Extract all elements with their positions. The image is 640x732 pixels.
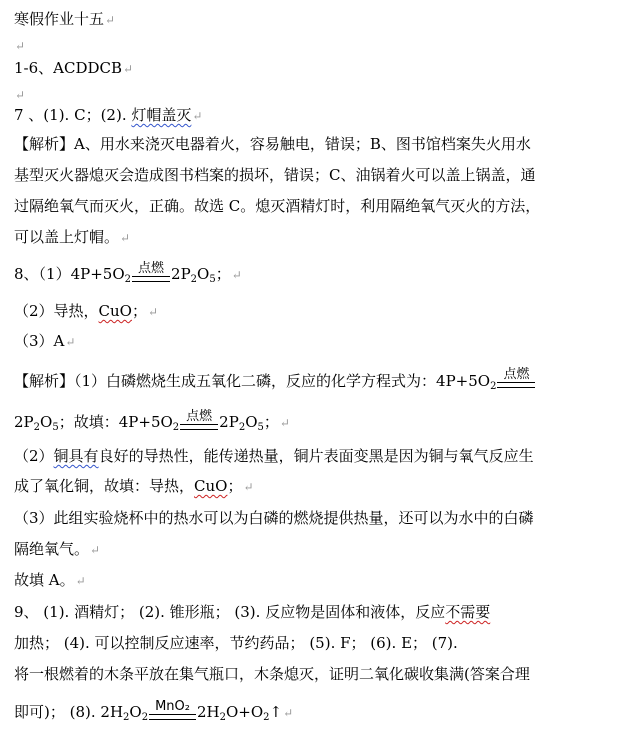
q9-line-1: 9、 (1). 酒精灯； (2). 锥形瓶； (3). 反应物是固体和液体，反应不需要 (14, 603, 491, 621)
q8-analysis-line-4: 成了氧化铜，故填：导热，CuO；↵ (14, 477, 254, 495)
q7-analysis-line-2: 基型灭火器熄灭会造成图书档案的损坏，错误；C、油锅着火可以盖上锅盖，通 (14, 166, 536, 184)
paragraph-mark: ↵ (105, 13, 116, 27)
q9-line-2: 加热； (4). 可以控制反应速率，节约药品； (5). F； (6). E； (7). (14, 634, 458, 652)
q8-analysis-line-2: $2P_2O_5$；故填：$4P+5O_2$ 点燃 $2P_2O_5$；↵ (14, 409, 290, 433)
doc-title: 寒假作业十五↵ (14, 10, 116, 28)
empty-paragraph: ↵ (15, 39, 26, 53)
q8-analysis-line-6: 隔绝氧气。↵ (14, 540, 101, 558)
q7-analysis-line-1: 【解析】A、用水来浇灭电器着火，容易触电，错误；B、图书馆档案失火用水 (14, 135, 531, 153)
q8-analysis-line-1: 【解析】（1）白磷燃烧生成五氧化二磷，反应的化学方程式为：$4P+5O_2$ 点燃 (14, 368, 536, 391)
catalyst-condition: MnO₂ (149, 700, 196, 723)
q8-part-2: （2）导热，CuO；↵ (14, 302, 159, 320)
q8-part-3: （3）A↵ (14, 332, 76, 350)
q8-analysis-line-3: （2）铜具有良好的导热性，能传递热量，铜片表面变黑是因为铜与氧气反应生 (14, 447, 534, 465)
q8-final-answer: 故填 A。↵ (14, 571, 86, 589)
q7-analysis-line-3: 过隔绝氧气而灭火，正确。故选 C。熄灭酒精灯时，利用隔绝氧气灭火的方法， (14, 197, 541, 215)
reaction-condition: 点燃 (132, 262, 170, 285)
answers-1-6: 1-6、ACDDCB↵ (14, 59, 134, 77)
q9-line-4: 即可)； (8). $2H_2O_2$ MnO₂ $2H_2O+O_2↑↵$ (14, 699, 294, 723)
q7-answer: 7 、(1). C；(2). 灯帽盖灭↵ (14, 106, 203, 124)
q7-analysis-line-4: 可以盖上灯帽。↵ (14, 228, 131, 246)
q8-analysis-line-5: （3）此组实验烧杯中的热水可以为白磷的燃烧提供热量，还可以为水中的白磷 (14, 509, 534, 527)
q9-line-3: 将一根燃着的木条平放在集气瓶口，木条熄灭，证明二氧化碳收集满(答案合理 (14, 665, 530, 683)
q8-equation: 8、$(1)4P+5O_2$ 点燃 $2P_2O_5$；↵ (14, 261, 242, 285)
empty-paragraph: ↵ (15, 88, 26, 102)
